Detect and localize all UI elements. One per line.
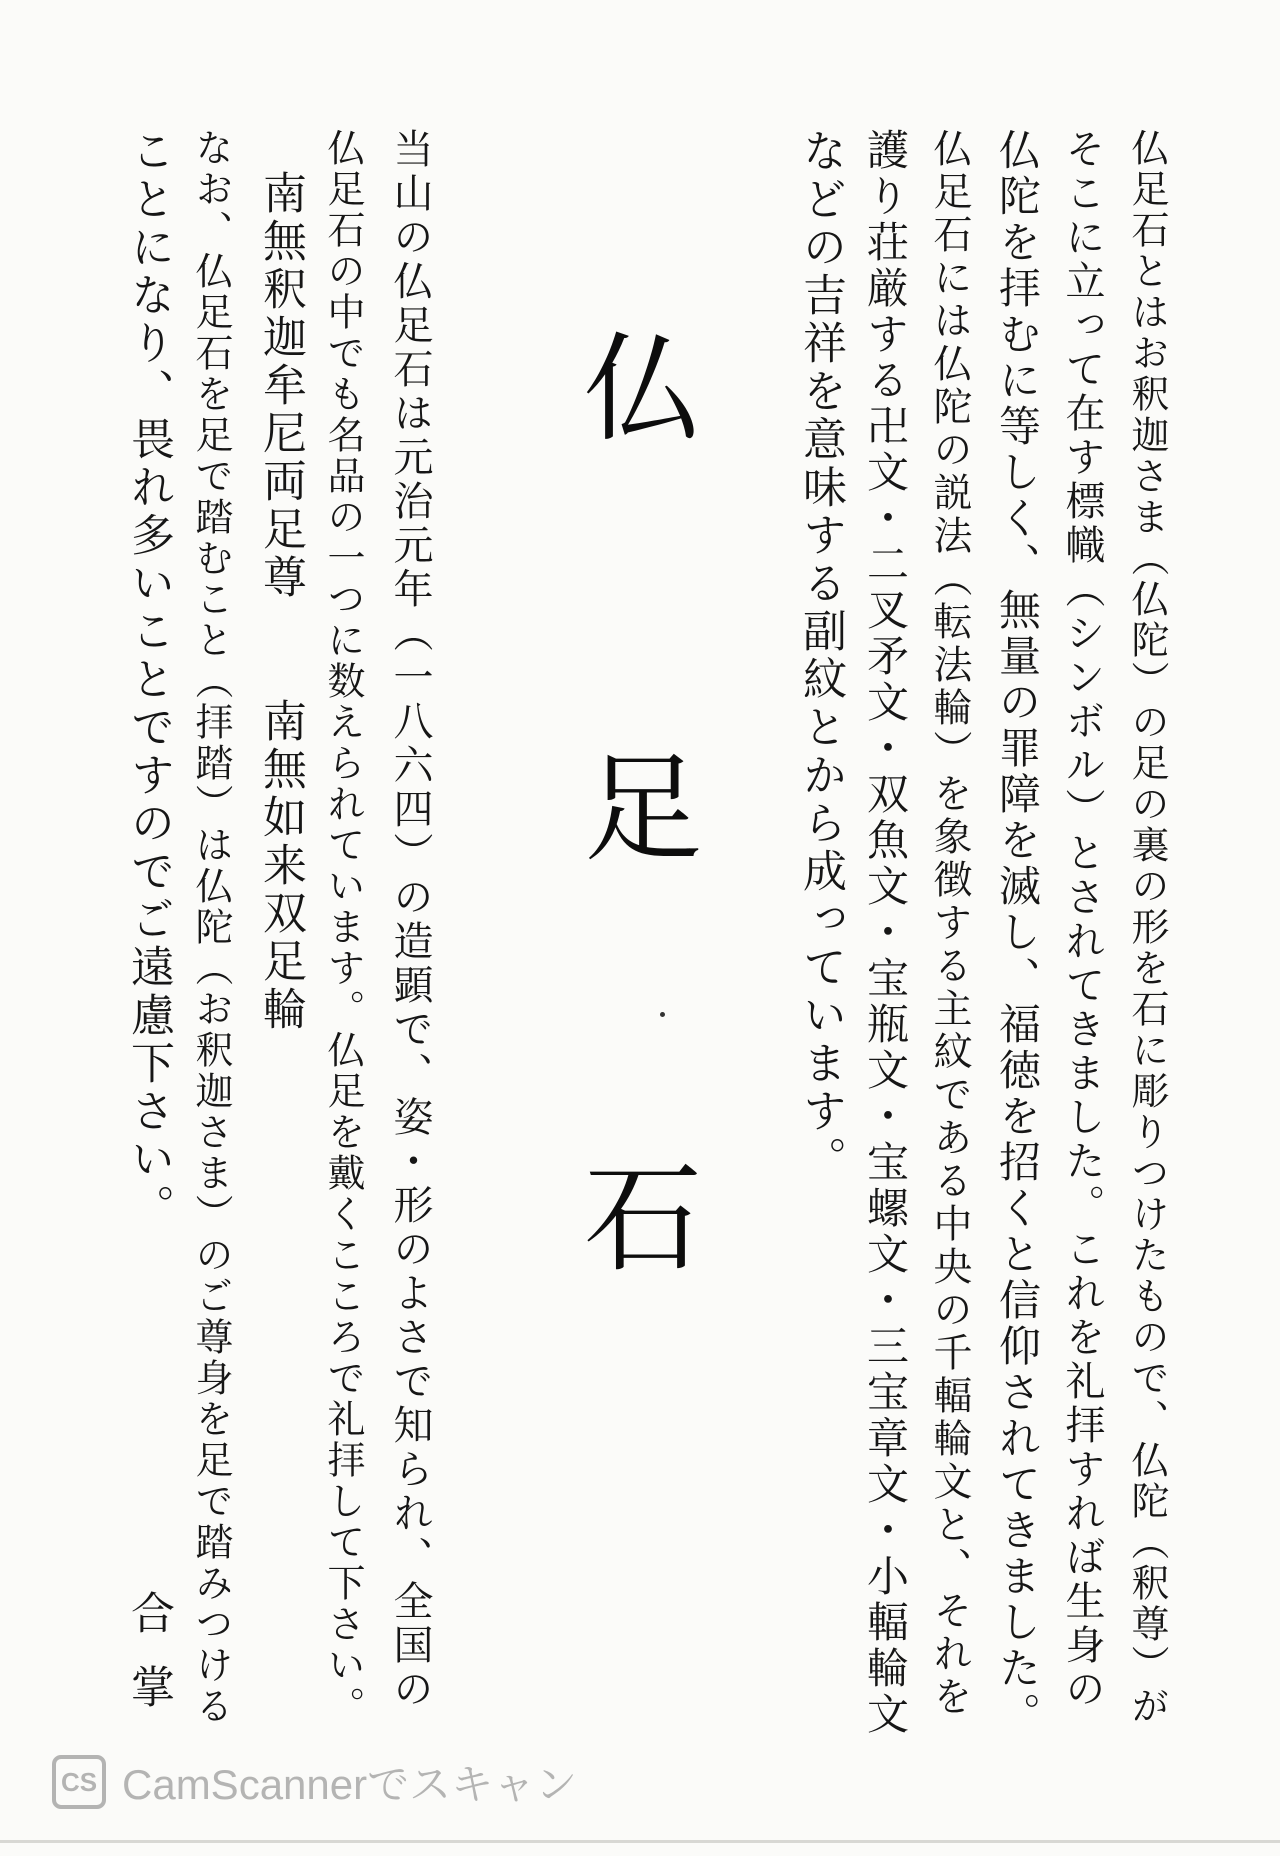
watermark-text: CamScannerでスキャン — [122, 1761, 578, 1808]
text-column: 仏陀を拝むに等しく、無量の罪障を滅し、福徳を招くと信仰されてきました。 — [993, 128, 1042, 1738]
title-char: 足 — [583, 740, 702, 878]
text-column: 仏足石とはお釈迦さま（仏陀）の足の裏の形を石に彫りつけたもので、仏陀（釈尊）が — [1125, 128, 1169, 1727]
text-column: そこに立って在す標幟（シンボル）とされてきました。これを礼拝すれば生身の — [1059, 128, 1105, 1712]
text-column: 仏足石には仏陀の説法（転法輪）を象徴する主紋である中央の千輻輪文と、それを — [927, 128, 972, 1719]
page-title — [578, 320, 708, 1290]
text-column: 護り荘厳する卍文・二叉矛文・双魚文・宝瓶文・宝螺文・三宝章文・小輻輪文 — [861, 128, 910, 1738]
scan-edge — [0, 1840, 1280, 1843]
text-column: ことになり、畏れ多いことですのでご遠慮下さい。 — [123, 128, 174, 1232]
closing-text: 合掌 — [123, 1590, 174, 1738]
center-mark — [660, 1012, 665, 1017]
camscanner-logo-icon: CS — [52, 1755, 106, 1809]
text-column: 当山の仏足石は元治元年（一八六四）の造顕で、姿・形のよさで知られ、全国の — [387, 128, 433, 1712]
text-column: なお、仏足石を足で踏むこと（拝踏）は仏陀（お釈迦さま）のご尊身を足で踏みつける — [189, 128, 233, 1727]
title-char: 石 — [583, 1150, 702, 1288]
text-column: 南無釈迦牟尼両足尊 南無如来双足輪 — [255, 170, 306, 1034]
text-column: 仏足石の中でも名品の一つに数えられています。仏足を戴くこころで礼拝して下さい。 — [321, 128, 365, 1727]
text-column: などの吉祥を意味する副紋とから成っています。 — [795, 128, 846, 1184]
title-char: 仏 — [583, 320, 702, 458]
scanner-watermark — [52, 1752, 577, 1812]
